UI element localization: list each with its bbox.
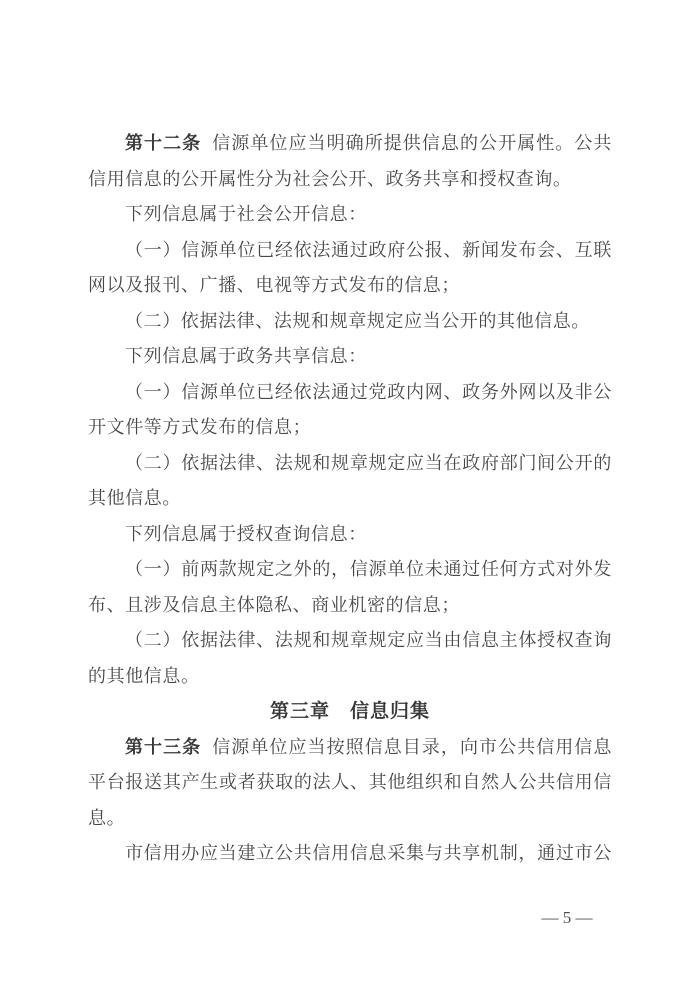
- text-line: （二）依据法律、法规和规章规定应当在政府部门间公开的: [125, 452, 612, 473]
- text-line: [88, 126, 612, 162]
- text-line: 平台报送其产生或者获取的法人、其他组织和自然人公共信用信: [88, 772, 612, 792]
- text-line: 网以及报刊、广播、电视等方式发布的信息；: [88, 275, 460, 295]
- text-line: （一）信源单位已经依法通过政府公报、新闻发布会、互联: [125, 239, 612, 260]
- article-number: 第十二条: [125, 133, 202, 153]
- article-number: 第十三条: [125, 736, 202, 757]
- text-line: （一）前两款规定之外的，信源单位未通过任何方式对外发: [125, 559, 612, 579]
- text-line: 信用信息的公开属性分为社会公开、政务共享和授权查询。: [88, 168, 572, 189]
- text-line: 其他信息。: [88, 488, 181, 508]
- text-line: 开文件等方式发布的信息；: [88, 417, 312, 437]
- document-body: [88, 126, 612, 872]
- text-line: 下列信息属于政务共享信息：: [125, 346, 367, 366]
- text-line: 下列信息属于社会公开信息：: [125, 204, 367, 224]
- text-line: （二）依据法律、法规和规章规定应当公开的其他信息。: [125, 310, 590, 331]
- text-line: 布、且涉及信息主体隐私、商业机密的信息；: [88, 594, 460, 615]
- text-line: （一）信源单位已经依法通过党政内网、政务外网以及非公: [125, 381, 612, 402]
- text-line: [88, 730, 612, 766]
- text-line: 市信用办应当建立公共信用信息采集与共享机制，通过市公: [125, 843, 612, 863]
- text-line: （二）依据法律、法规和规章规定应当由信息主体授权查询: [125, 630, 612, 650]
- text-line: 下列信息属于授权查询信息：: [125, 523, 367, 544]
- page-number: — 5 —: [541, 908, 593, 927]
- text-line: 的其他信息。: [88, 665, 200, 686]
- line-text: 信源单位应当按照信息目录，向市公共信用信息: [212, 736, 612, 757]
- text-line: 息。: [88, 807, 126, 828]
- chapter-heading: 第三章 信息归集: [269, 701, 430, 722]
- line-text: 信源单位应当明确所提供信息的公开属性。公共: [212, 133, 612, 153]
